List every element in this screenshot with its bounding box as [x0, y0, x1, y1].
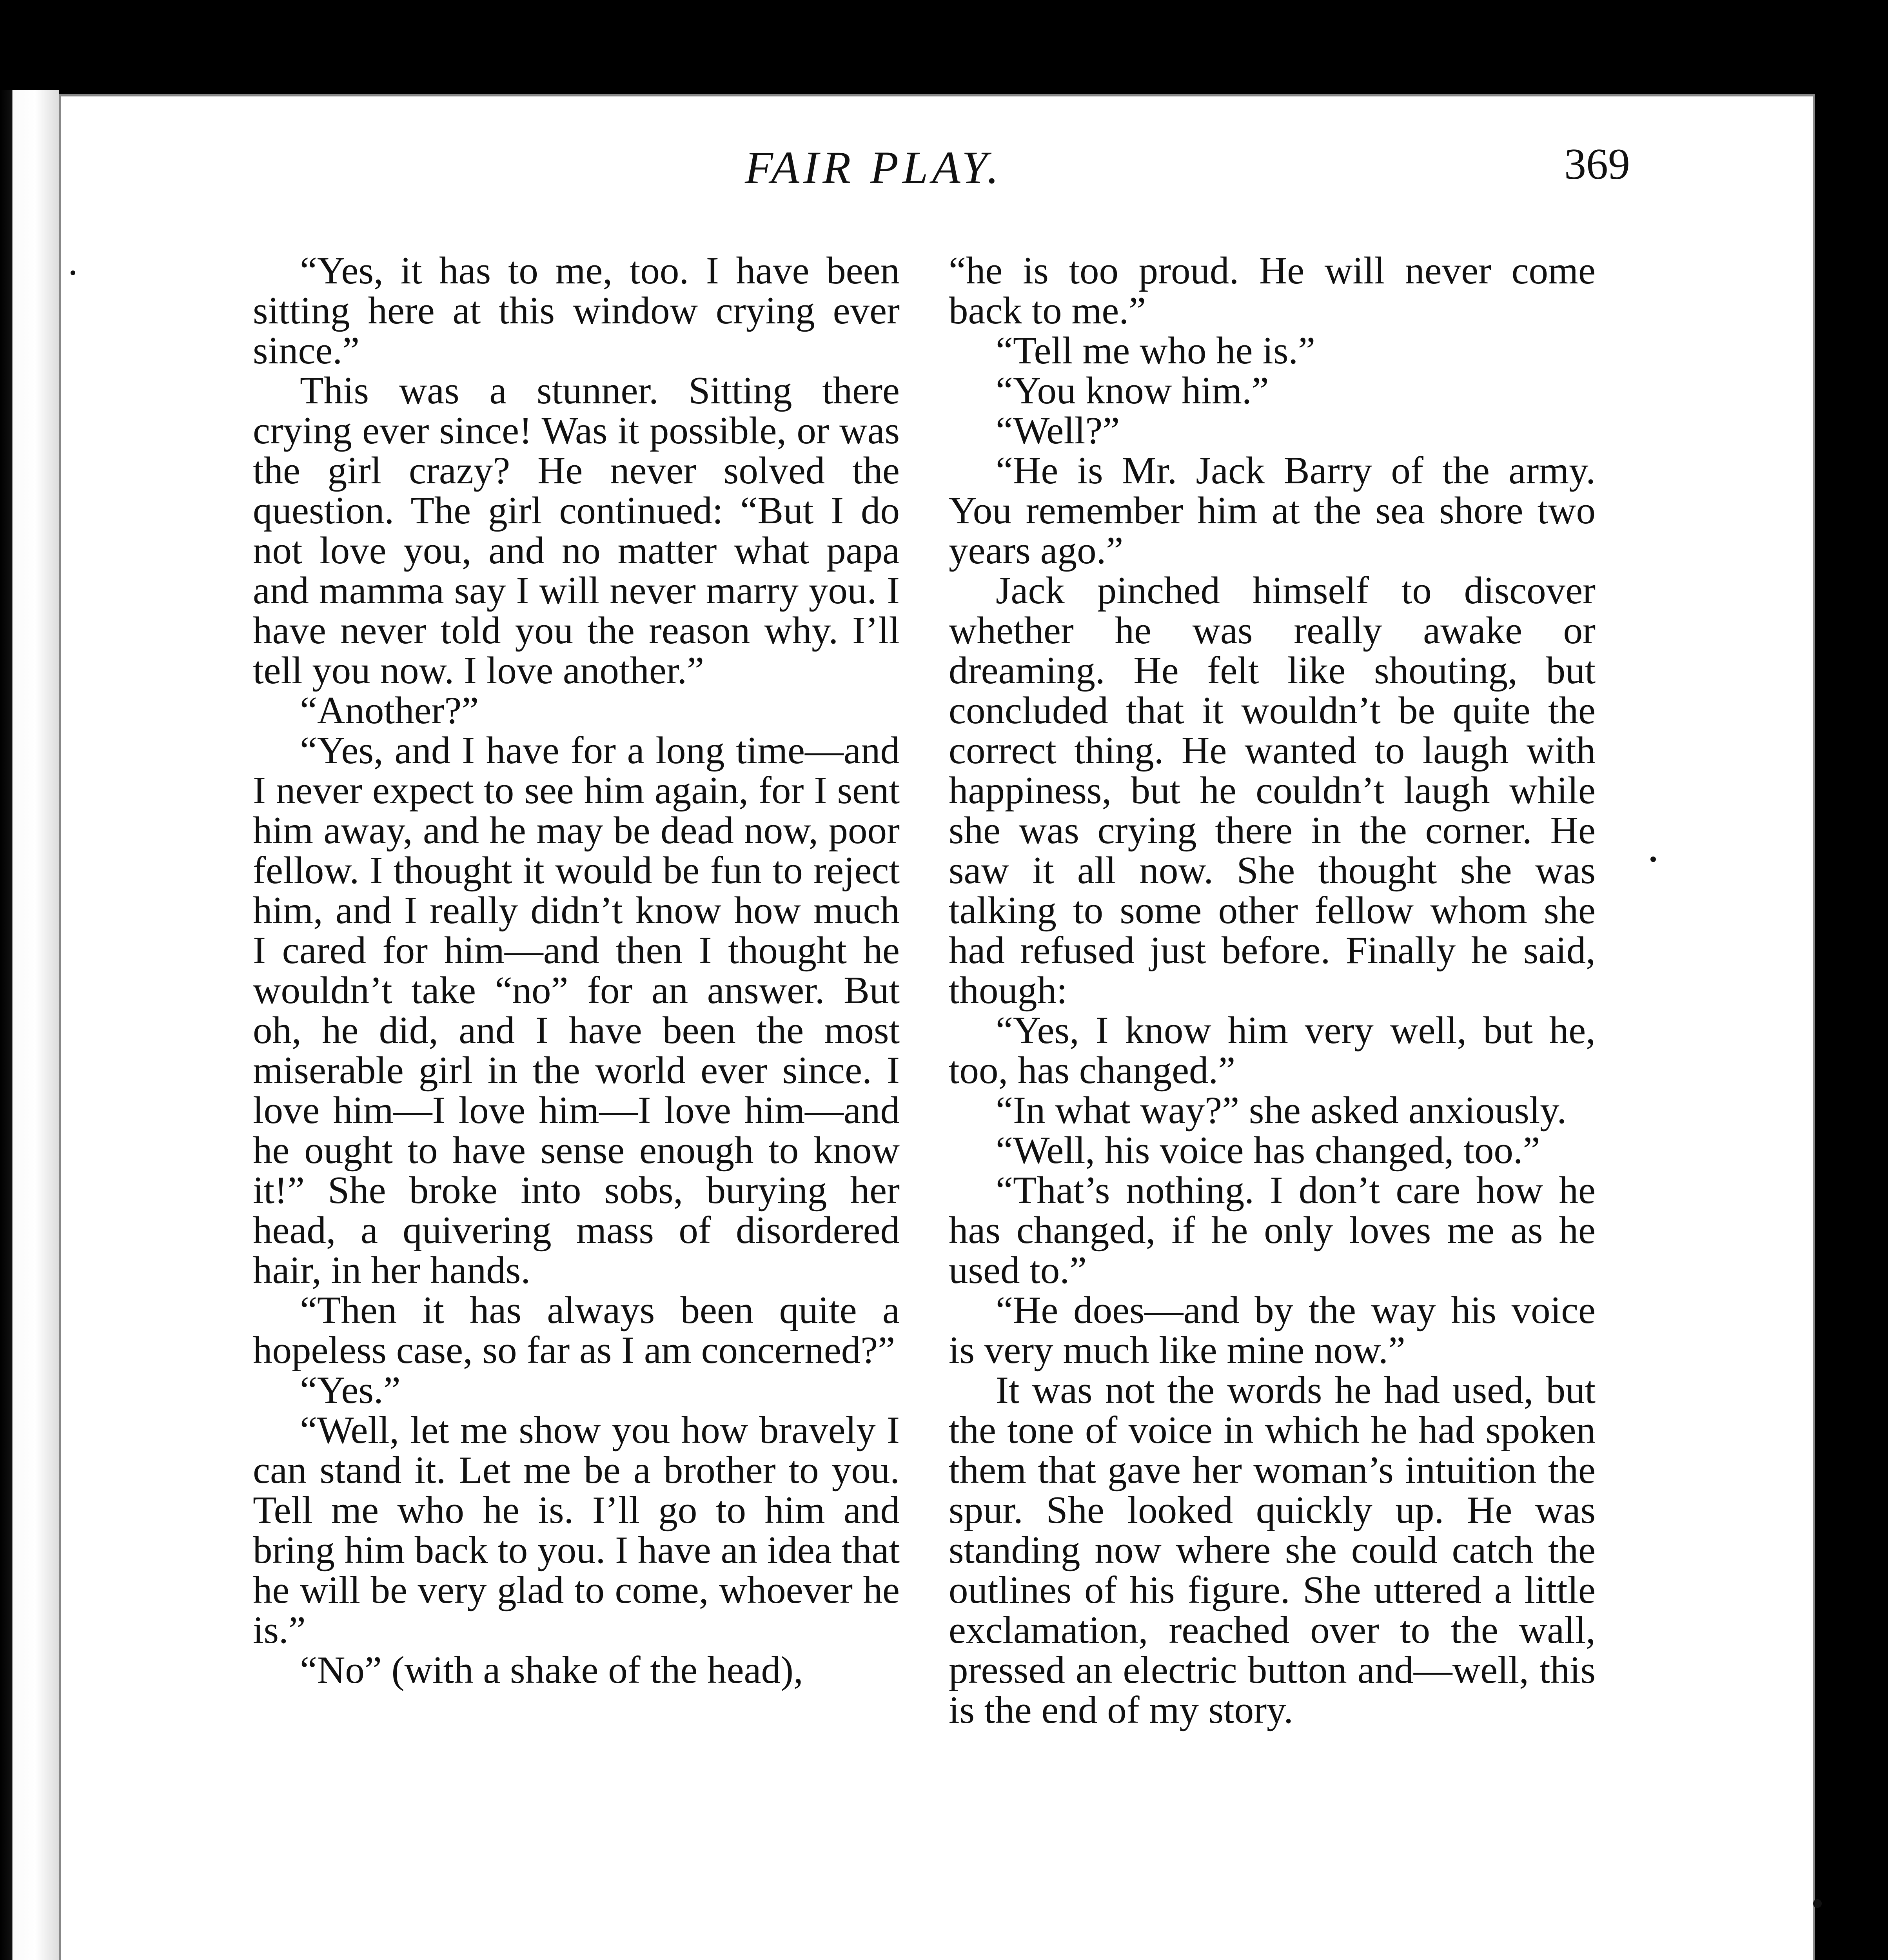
paragraph: “No” (with a shake of the head), [300, 1649, 803, 1691]
paragraph: Jack pinched himself to discover whether he was really awake or dreaming. He felt like shouting, but concluded that it wouldn’t be quite the correct thing. He wanted to laugh with happiness, but he couldn’t laugh while she was crying there in the corner. He saw it all now. She thought she was talking to some other fellow whom she had refused just before. Finally he said, though: [949, 569, 1596, 1012]
paragraph: “Yes, I know him very well, but he, too, has changed.” [949, 1009, 1596, 1092]
paragraph: “That’s nothing. I don’t care how he has changed, if he only loves me as he used to.” [949, 1169, 1596, 1292]
paragraph: “You know him.” [996, 369, 1269, 412]
paragraph: It was not the words he had used, but the tone of voice in which he had spoken them that gave her woman’s intuition the spur. She looked quickly up. He was standing now where she could catch the outlines of his figure. She uttered a little exclamation, reached over to the wall, pressed an electric button and—well, this is the end of my story. [949, 1369, 1596, 1731]
paragraph: “Well, let me show you how bravely I can stand it. Let me be a brother to you. Tell me who he is. I’ll go to him and bring him back to you. I have an idea that he will be very glad to come, whoever he is.” [253, 1409, 900, 1651]
paragraph: “Then it has always been quite a hopeless case, so far as I am concerned?” [253, 1289, 900, 1372]
paragraph: “Yes, and I have for a long time—and I never expect to see him again, for I sent him away, and he may be dead now, poor fellow. I thought it would be fun to reject him, and I really didn’t know how much I cared for him—and then I thought he wouldn’t take “no” for an answer. But oh, he did, and I have been the most miserable girl in the world ever since. I love him—I love him—I love him—and he ought to have sense enough to know it!” She broke into sobs, burying her head, a quivering mass of disordered hair, in her hands. [253, 729, 900, 1292]
running-head: FAIR PLAY. [745, 142, 1003, 193]
page-gutter [0, 90, 59, 1960]
paragraph: “He is Mr. Jack Barry of the army. You remember him at the sea shore two years ago.” [949, 449, 1596, 572]
story-column-right [949, 251, 1596, 1730]
paragraph: This was a stunner. Sitting there crying ever since! Was it possible, or was the girl crazy? He never solved the question. The girl continued: “But I do not love you, and no matter what papa and mamma say I will never marry you. I have never told you the reason why. I’ll tell you now. I love another.” [253, 369, 900, 692]
margin-speck [71, 270, 75, 275]
margin-speck [1650, 857, 1656, 862]
paragraph: “He does—and by the way his voice is very much like mine now.” [949, 1289, 1596, 1372]
paragraph: “Well, his voice has changed, too.” [996, 1129, 1540, 1172]
paragraph: “Yes.” [300, 1369, 401, 1412]
paragraph: “he is too proud. He will never come back to me.” [949, 249, 1596, 332]
paragraph: “Another?” [300, 689, 479, 732]
story-column-left [253, 251, 900, 1690]
paragraph: “Tell me who he is.” [996, 329, 1316, 372]
margin-speck [1813, 1899, 1822, 1908]
paragraph: “Yes, it has to me, too. I have been sitting here at this window crying ever since.” [253, 249, 900, 372]
paragraph: “In what way?” she asked anxiously. [996, 1089, 1567, 1132]
page-number: 369 [1564, 140, 1630, 189]
paragraph: “Well?” [996, 409, 1120, 452]
